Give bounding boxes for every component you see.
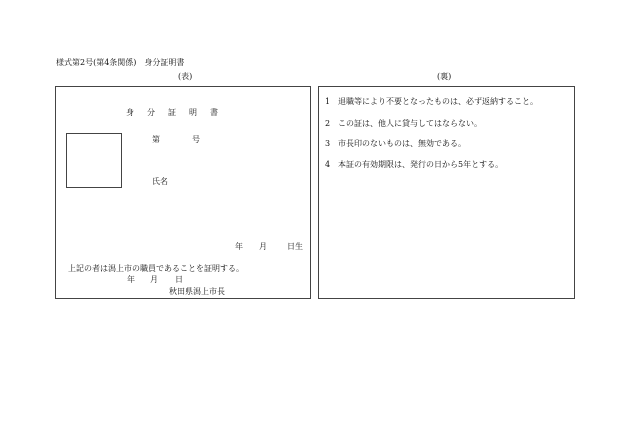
note-item [325, 120, 482, 128]
note-text: 市長印のないものは、無効である。 [338, 139, 466, 148]
note-number: 1 [325, 97, 331, 106]
note-item [325, 140, 466, 148]
number-suffix: 号 [192, 135, 200, 144]
birth-year-label: 年 [235, 242, 243, 251]
certification-text: 上記の者は潟上市の職員であることを証明する。 [68, 264, 244, 273]
issuer-name: 秋田県潟上市長 [169, 287, 225, 296]
photo-placeholder [66, 133, 122, 188]
form-title: 様式第2号(第4条関係) 身分証明書 [56, 58, 185, 67]
back-side-label: (裏) [437, 72, 452, 81]
name-label: 氏名 [152, 177, 168, 186]
issue-year-label: 年 [127, 275, 135, 284]
note-text: この証は、他人に貸与してはならない。 [338, 119, 482, 128]
birth-month-label: 月 [259, 242, 267, 251]
note-number: 4 [325, 160, 331, 169]
note-item [325, 98, 538, 106]
note-text: 退職等により不要となったものは、必ず返納すること。 [338, 97, 538, 106]
birth-day-label: 日生 [287, 242, 303, 251]
issue-day-label: 日 [175, 275, 183, 284]
issue-month-label: 月 [150, 275, 158, 284]
note-number: 2 [325, 119, 331, 128]
number-prefix: 第 [152, 135, 160, 144]
note-number: 3 [325, 139, 331, 148]
id-card-heading: 身分証明書 [126, 108, 231, 117]
front-side-label: (表) [178, 72, 193, 81]
note-item [325, 161, 503, 169]
note-text: 本証の有効期限は、発行の日から5年とする。 [338, 160, 504, 169]
back-panel [318, 86, 575, 299]
